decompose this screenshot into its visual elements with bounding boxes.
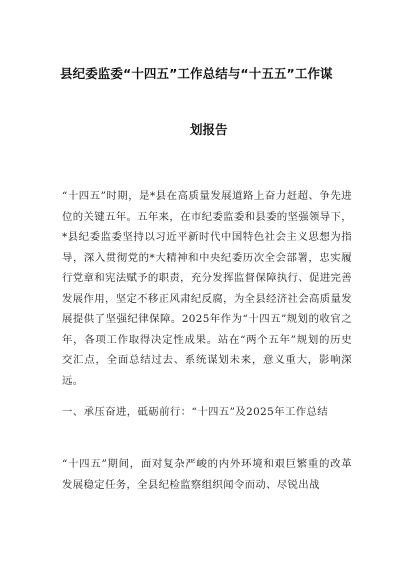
document-title-line-2: 划报告 [190,122,228,137]
document-title-line-1: 县纪委监委“十四五”工作总结与“十五五”工作谋 [60,66,333,81]
paragraph-section-1: “十四五”期间，面对复杂严峻的内外环境和艰巨繁重的改革发展稳定任务，全县纪检监察组织闻令而动、尽锐出战 [62,458,352,491]
section-heading-1: 一、承压奋进，砥砺前行：“十四五”及2025年工作总结 [62,406,329,418]
paragraph-intro: “十四五”时期，是*县在高质量发展道路上奋力赶超、争先进位的关键五年。五年来，在市纪委监委和县委的坚强领导下，*县纪委监委坚持以习近平新时代中国特色社会主义思想为指导，深入贯彻党的*大精神和中央纪委历次全会部署，忠实履行党章和宪法赋予的职责，充分发挥监督保障执行、促进完善发展作用，坚定不移正风肃纪反腐，为全县经济社会高质量发展提供了坚强纪律保障。2025年作为“十四五”规划的收官之年，各项工作取得决定性成果。站在“两个五年”规划的历史交汇点，全面总结过去、系统谋划未来，意义重大，影响深远。 [62,190,352,387]
